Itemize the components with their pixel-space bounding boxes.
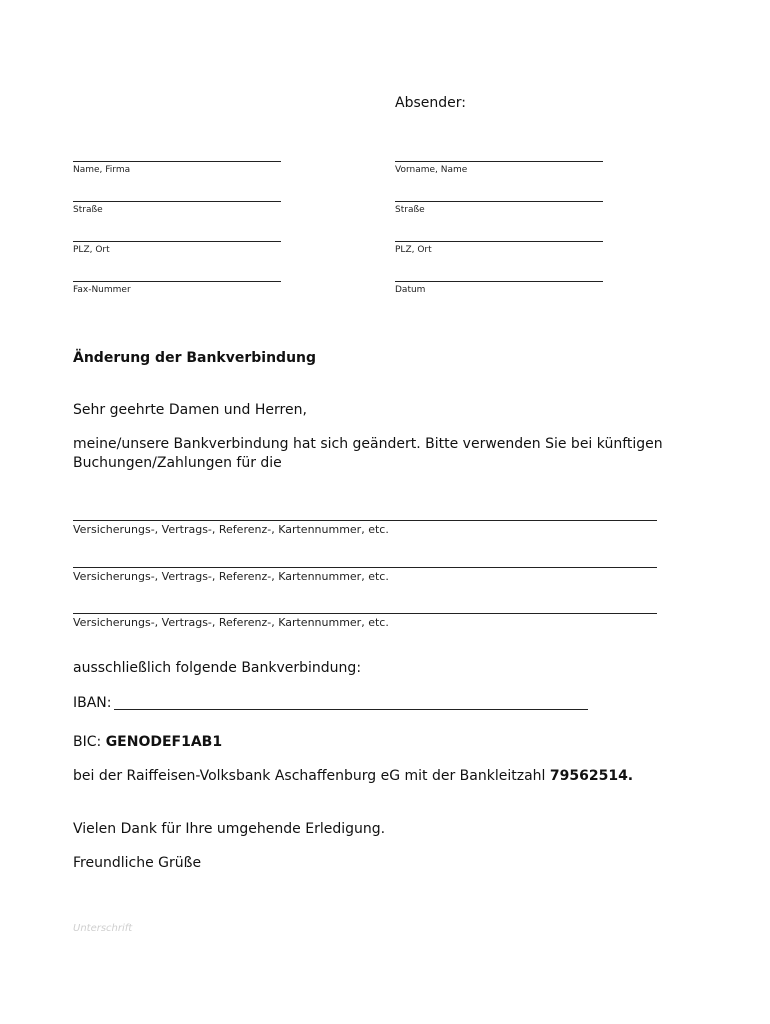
reference-line-3[interactable]: [73, 613, 657, 614]
iban-label: IBAN:: [73, 695, 112, 711]
zip-city-left-label: PLZ, Ort: [73, 245, 110, 255]
signature-label: Unterschrift: [73, 923, 133, 934]
salutation: Sehr geehrte Damen und Herren,: [73, 402, 307, 418]
first-last-name-line[interactable]: [395, 161, 603, 162]
exclusive-bank-text: ausschließlich folgende Bankverbindung:: [73, 660, 362, 676]
first-last-name-label: Vorname, Name: [395, 165, 468, 175]
bank-code: 79562514.: [549, 768, 634, 784]
closing-text: Freundliche Grüße: [73, 855, 202, 871]
fax-number-line[interactable]: [73, 281, 281, 282]
iban-row: [73, 693, 588, 713]
thanks-text: Vielen Dank für Ihre umgehende Erledigung.: [73, 821, 386, 837]
sender-title: Absender:: [395, 95, 466, 111]
street-left-label: Straße: [73, 205, 103, 215]
reference-label-3: Versicherungs-, Vertrags-, Referenz-, Kartennummer, etc.: [73, 616, 389, 629]
street-left-line[interactable]: [73, 201, 281, 202]
reference-line-2[interactable]: [73, 567, 657, 568]
intro-line-1: meine/unsere Bankverbindung hat sich geändert. Bitte verwenden Sie bei künftigen: [73, 436, 663, 452]
date-line[interactable]: [395, 281, 603, 282]
date-label: Datum: [395, 285, 426, 295]
fax-number-label: Fax-Nummer: [73, 285, 131, 295]
bank-row: [73, 766, 633, 786]
reference-line-1[interactable]: [73, 520, 657, 521]
intro-line-2: Buchungen/Zahlungen für die: [73, 455, 282, 471]
zip-city-left-line[interactable]: [73, 241, 281, 242]
zip-city-right-label: PLZ, Ort: [395, 245, 432, 255]
reference-label-2: Versicherungs-, Vertrags-, Referenz-, Kartennummer, etc.: [73, 570, 389, 583]
zip-city-right-line[interactable]: [395, 241, 603, 242]
bic-row: [73, 732, 222, 752]
bank-text: bei der Raiffeisen-Volksbank Aschaffenburg eG mit der Bankleitzahl: [73, 768, 546, 784]
street-right-line[interactable]: [395, 201, 603, 202]
subject-heading: Änderung der Bankverbindung: [73, 350, 317, 366]
iban-input-line[interactable]: [114, 709, 588, 710]
street-right-label: Straße: [395, 205, 425, 215]
reference-label-1: Versicherungs-, Vertrags-, Referenz-, Kartennummer, etc.: [73, 523, 389, 536]
bic-value: GENODEF1AB1: [105, 734, 223, 750]
name-company-line[interactable]: [73, 161, 281, 162]
name-company-label: Name, Firma: [73, 165, 131, 175]
bic-label: BIC:: [73, 734, 102, 750]
